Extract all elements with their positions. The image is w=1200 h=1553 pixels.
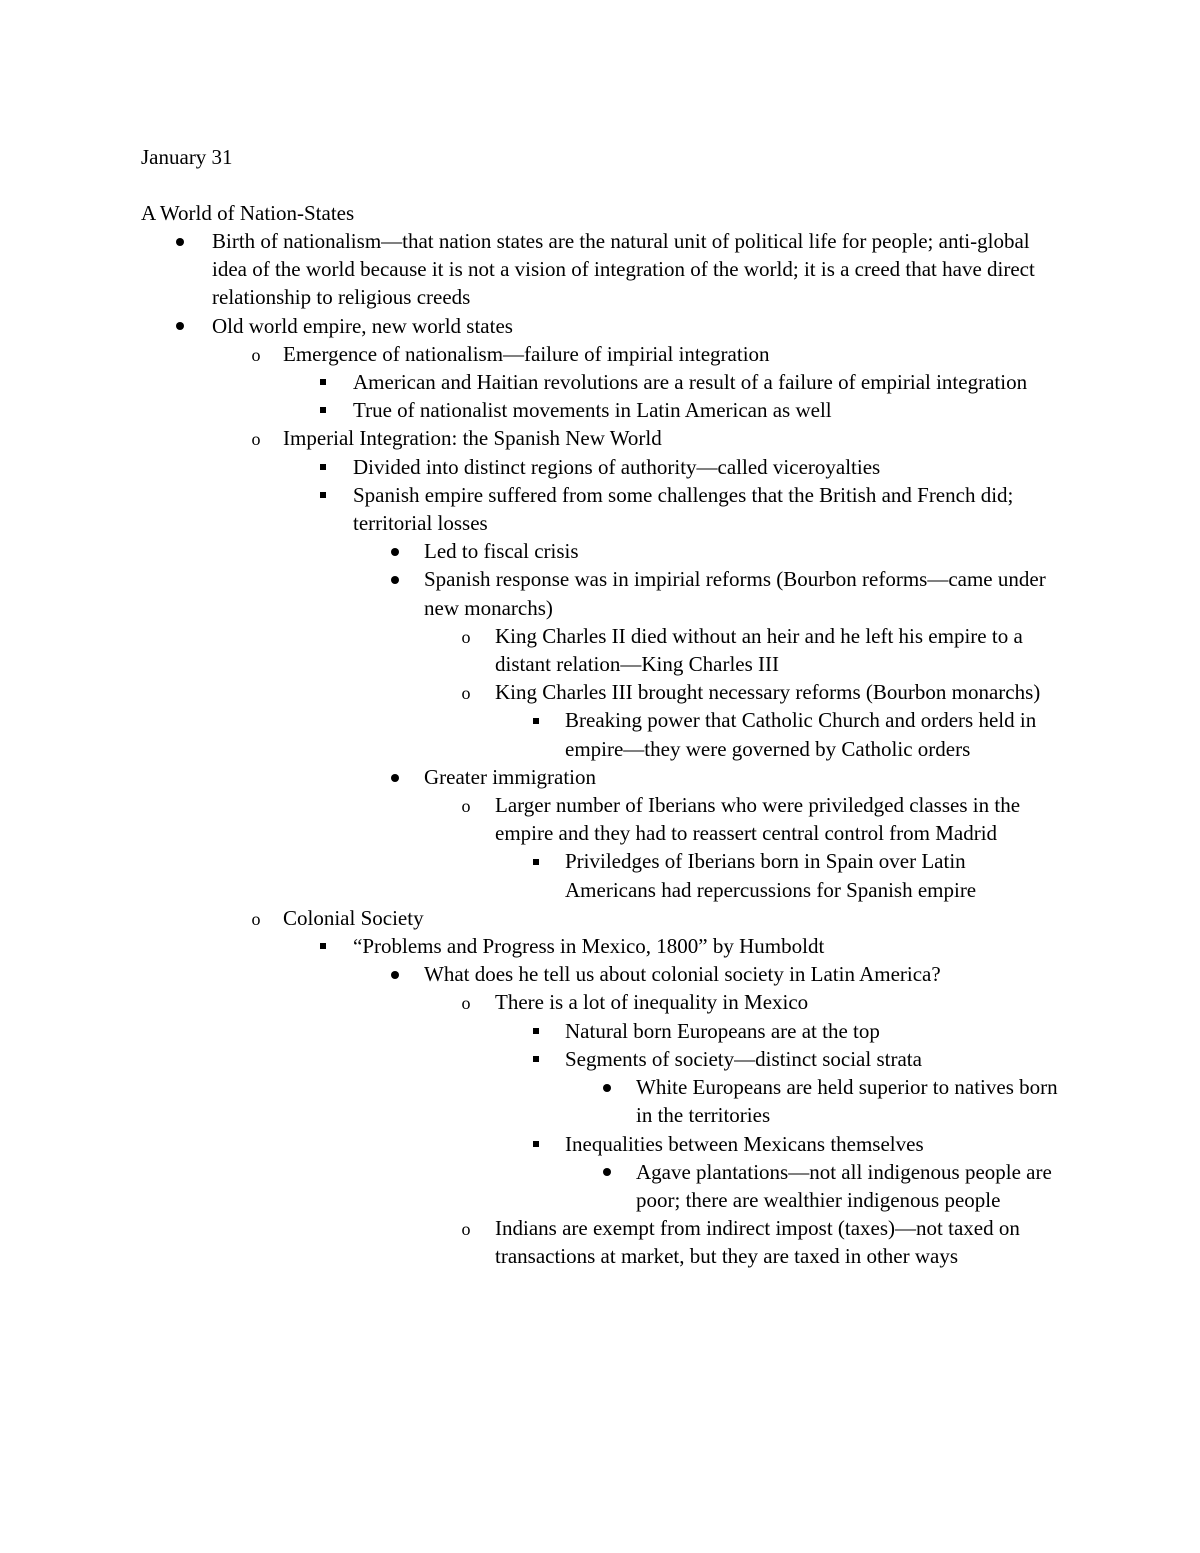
outline-item [0, 1017, 1200, 1045]
outline-item [0, 537, 1200, 565]
outline-item-text: Emergence of nationalism—failure of impirial integration [283, 341, 770, 366]
outline-item-text: Segments of society—distinct social strata [565, 1046, 922, 1071]
outline-item [0, 396, 1200, 424]
bullet-dot-icon [597, 1073, 617, 1101]
outline-item-text: Inequalities between Mexicans themselves [565, 1131, 924, 1156]
outline-item-text: Old world empire, new world states [212, 313, 513, 338]
outline-item [0, 1158, 1200, 1214]
outline-item-text: Priviledges of Iberians born in Spain over Latin Americans had repercussions for Spanish empire [565, 849, 977, 902]
outline-item-text: King Charles III brought necessary reforms (Bourbon monarchs) [495, 680, 1041, 705]
outline-item-text: American and Haitian revolutions are a result of a failure of empirial integration [353, 370, 1028, 395]
bullet-square-icon [313, 396, 333, 424]
bullet-dot-icon [385, 763, 405, 791]
outline-item-text: King Charles II died without an heir and he left his empire to a distant relation—King Charles III [495, 623, 1023, 677]
outline-item-text: Colonial Society [283, 905, 424, 930]
outline-item [0, 678, 1200, 706]
bullet-dot-icon [385, 565, 405, 593]
outline-item [0, 932, 1200, 960]
bullet-square-icon [526, 706, 546, 734]
outline-item-text: Birth of nationalism—that nation states are the natural unit of political life for people; anti-global idea of the world because it is not a vision of integration of the world; it is a creed that have direct relationship to religious creeds [212, 229, 1035, 310]
outline-item [0, 763, 1200, 791]
outline-item-text: “Problems and Progress in Mexico, 1800” by Humboldt [353, 934, 825, 959]
outline-item [0, 706, 1200, 762]
bullet-circle-icon: o [461, 1219, 471, 1240]
outline-item [0, 988, 1200, 1016]
outline-item-text: Imperial Integration: the Spanish New World [283, 426, 662, 451]
bullet-square-icon [526, 1130, 546, 1158]
outline-item-text: Greater immigration [424, 764, 597, 789]
outline-item [0, 960, 1200, 988]
bullet-dot-icon [385, 960, 405, 988]
outline-item [0, 368, 1200, 396]
outline-item [0, 904, 1200, 932]
outline-item-text: Indians are exempt from indirect impost (taxes)—not taxed on transactions at market, but they are taxed in other ways [495, 1216, 1020, 1269]
outline-item-text: Spanish response was in impirial reforms (Bourbon reforms—came under new monarchs) [424, 567, 1046, 620]
outline-item [0, 622, 1200, 678]
bullet-square-icon [526, 1045, 546, 1073]
outline-item-text: Larger number of Iberians who were priviledged classes in the empire and they had to reassert central control from Madrid [495, 793, 1021, 846]
bullet-square-icon [313, 932, 333, 960]
outline-item [0, 227, 1200, 312]
bullet-outline [0, 227, 1200, 1271]
bullet-square-icon [526, 847, 546, 875]
outline-item [0, 312, 1200, 340]
bullet-circle-icon: o [461, 683, 471, 704]
outline-item [0, 424, 1200, 452]
outline-item [0, 565, 1200, 621]
bullet-circle-icon: o [461, 796, 471, 817]
outline-item-text: Natural born Europeans are at the top [565, 1018, 880, 1043]
bullet-circle-icon: o [461, 993, 471, 1014]
bullet-dot-icon [597, 1158, 617, 1186]
outline-item-text: True of nationalist movements in Latin American as well [353, 398, 832, 423]
section-heading: A World of Nation-States [141, 201, 355, 225]
bullet-square-icon [313, 481, 333, 509]
outline-item [0, 1214, 1200, 1270]
bullet-dot-icon [385, 537, 405, 565]
outline-item-text: What does he tell us about colonial society in Latin America? [424, 962, 941, 987]
outline-item-text: Led to fiscal crisis [424, 539, 579, 564]
outline-item-text: White Europeans are held superior to natives born in the territories [636, 1075, 1058, 1128]
outline-item-text: Spanish empire suffered from some challenges that the British and French did; territorial losses [353, 482, 1014, 536]
outline-item-text: Divided into distinct regions of authority—called viceroyalties [353, 454, 881, 479]
outline-item [0, 791, 1200, 847]
bullet-dot-icon [170, 312, 190, 340]
bullet-dot-icon [170, 227, 190, 255]
note-date: January 31 [141, 145, 233, 169]
bullet-circle-icon: o [461, 626, 471, 647]
bullet-circle-icon: o [251, 429, 261, 450]
outline-item [0, 1045, 1200, 1073]
bullet-square-icon [313, 368, 333, 396]
outline-item-text: Agave plantations—not all indigenous people are poor; there are wealthier indigenous people [636, 1159, 1052, 1212]
outline-item [0, 453, 1200, 481]
outline-item [0, 847, 1200, 903]
bullet-square-icon [526, 1017, 546, 1045]
bullet-circle-icon: o [251, 908, 261, 929]
outline-item [0, 481, 1200, 537]
outline-item [0, 1073, 1200, 1129]
bullet-square-icon [313, 453, 333, 481]
outline-item [0, 340, 1200, 368]
bullet-circle-icon: o [251, 344, 261, 365]
outline-item-text: Breaking power that Catholic Church and orders held in empire—they were governed by Catholic orders [565, 708, 1037, 761]
outline-item [0, 1130, 1200, 1158]
outline-item-text: There is a lot of inequality in Mexico [495, 990, 809, 1015]
